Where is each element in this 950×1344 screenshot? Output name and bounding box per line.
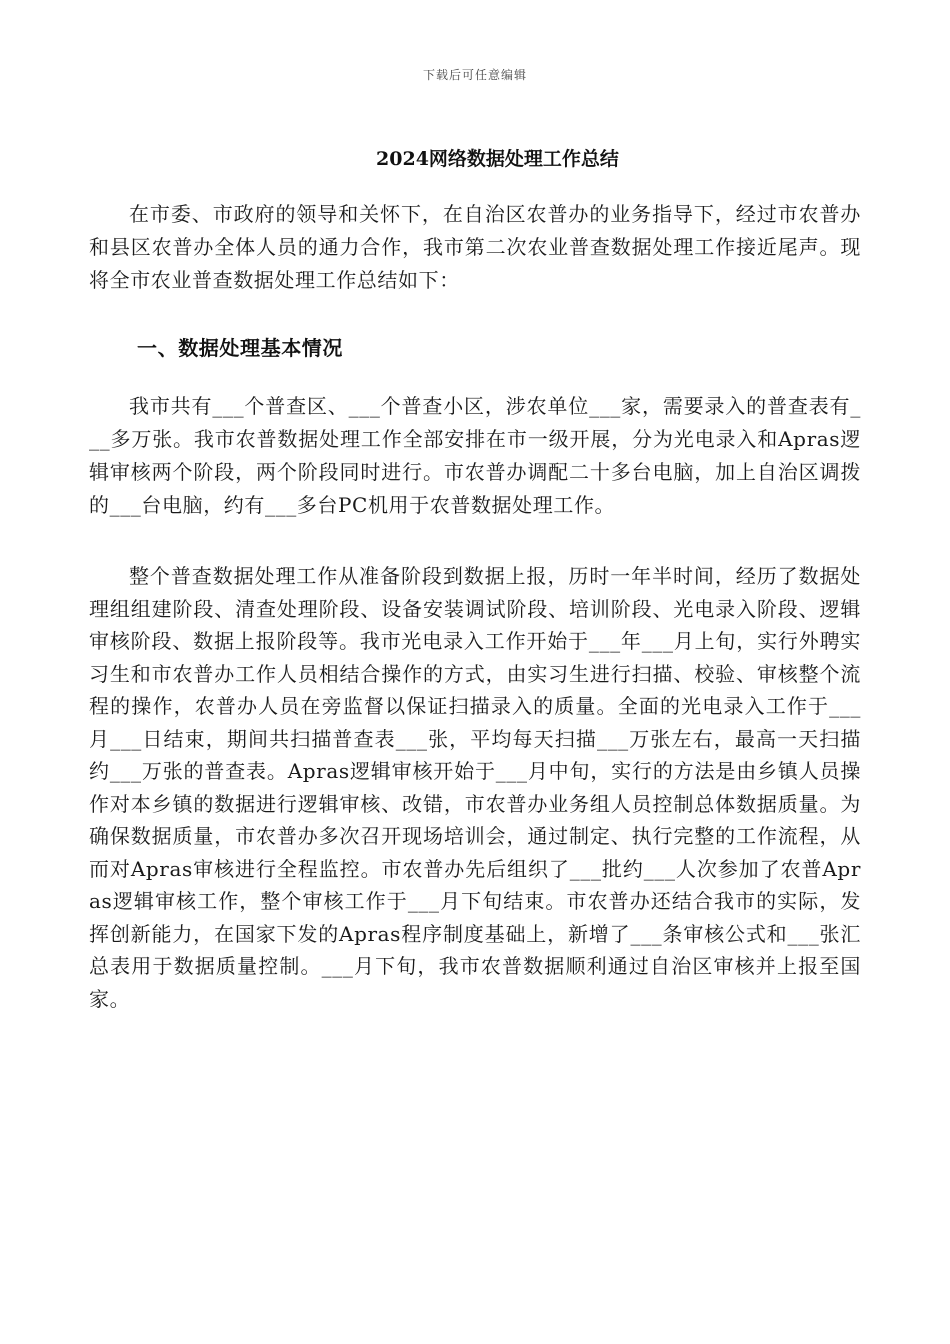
body-paragraph: 整个普查数据处理工作从准备阶段到数据上报，历时一年半时间，经历了数据处理组组建阶段、清查处理阶段、设备安装调试阶段、培训阶段、光电录入阶段、逻辑审核阶段、数据上报阶段等。我市光电录入工作开始于___年___月上旬，实行外聘实习生和市农普办工作人员相结合操作的方式，由实习生进行扫描、校验、审核整个流程的操作，农普办人员在旁监督以保证扫描录入的质量。全面的光电录入工作于___月___日结束，期间共扫描普查表___张，平均每天扫描___万张左右，最高一天扫描约___万张的普查表。Apras逻辑审核开始于___月中旬，实行的方法是由乡镇人员操作对本乡镇的数据进行逻辑审核、改错，市农普办业务组人员控制总体数据质量。为确保数据质量，市农普办多次召开现场培训会，通过制定、执行完整的工作流程，从而对Apras审核进行全程监控。市农普办先后组织了___批约___人次参加了农普Apras逻辑审核工作，整个审核工作于___月下旬结束。市农普办还结合我市的实际，发挥创新能力，在国家下发的Apras程序制度基础上，新增了___条审核公式和___张汇总表用于数据质量控制。___月下旬，我市农普数据顺利通过自治区审核并上报至国家。 bbox=[89, 564, 861, 1011]
intro-paragraph: 在市委、市政府的领导和关怀下，在自治区农普办的业务指导下，经过市农普办和县区农普办全体人员的通力合作，我市第二次农业普查数据处理工作接近尾声。现将全市农业普查数据处理工作总结如下： bbox=[89, 202, 861, 292]
section-heading: 一、数据处理基本情况 bbox=[137, 336, 343, 360]
document-title: 2024网络数据处理工作总结 bbox=[376, 148, 619, 170]
body-paragraph: 我市共有___个普查区、___个普查小区，涉农单位___家，需要录入的普查表有___多万张。我市农普数据处理工作全部安排在市一级开展，分为光电录入和Apras逻辑审核两个阶段，两个阶段同时进行。市农普办调配二十多台电脑，加上自治区调拨的___台电脑，约有___多台PC机用于农普数据处理工作。 bbox=[89, 394, 861, 517]
page-header-note: 下载后可任意编辑 bbox=[422, 68, 527, 82]
